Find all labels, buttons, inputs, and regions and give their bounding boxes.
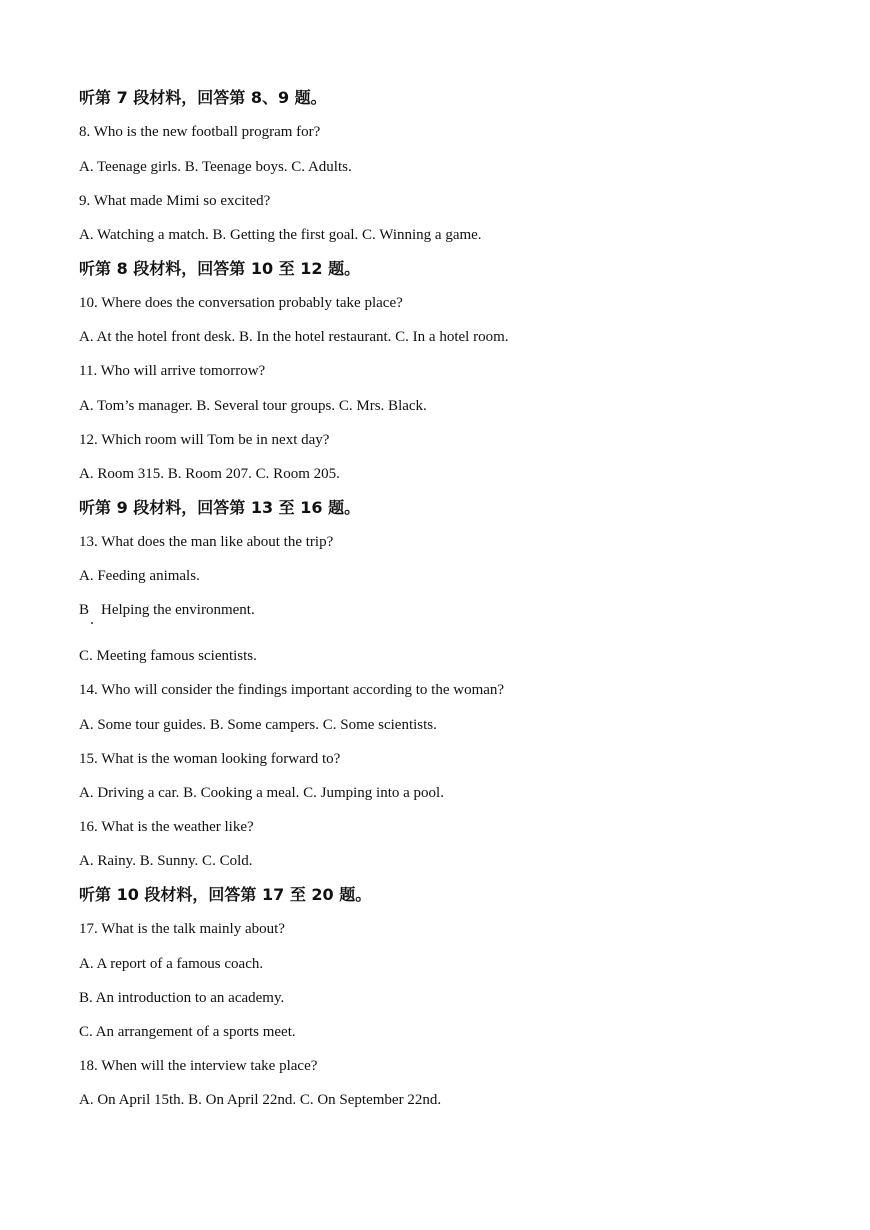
question-8: 8. Who is the new football program for?: [79, 124, 321, 140]
question-8-options: A. Teenage girls. B. Teenage boys. C. Adults.: [79, 159, 352, 175]
question-15-options: A. Driving a car. B. Cooking a meal. C. Jumping into a pool.: [79, 785, 444, 801]
question-13-option-a: A. Feeding animals.: [79, 568, 200, 584]
question-14: 14. Who will consider the findings important according to the woman?: [79, 682, 505, 698]
question-11: 11. Who will arrive tomorrow?: [79, 363, 266, 379]
question-13-option-b-letter: B: [79, 602, 90, 618]
question-18-options: A. On April 15th. B. On April 22nd. C. On September 22nd.: [79, 1092, 442, 1108]
question-9: 9. What made Mimi so excited?: [79, 193, 271, 209]
question-14-options: A. Some tour guides. B. Some campers. C. Some scientists.: [79, 717, 437, 733]
question-11-options: A. Tom’s manager. B. Several tour groups. C. Mrs. Black.: [79, 398, 427, 414]
section-heading-10: 听第 10 段材料，回答第 17 至 20 题。: [79, 885, 372, 904]
question-15: 15. What is the woman looking forward to?: [79, 751, 341, 767]
question-13-option-b-text: Helping the environment.: [101, 602, 255, 618]
question-12: 12. Which room will Tom be in next day?: [79, 432, 330, 448]
question-17-option-c: C. An arrangement of a sports meet.: [79, 1024, 296, 1040]
question-10-options: A. At the hotel front desk. B. In the hotel restaurant. C. In a hotel room.: [79, 329, 509, 345]
question-13: 13. What does the man like about the trip?: [79, 534, 334, 550]
question-16-options: A. Rainy. B. Sunny. C. Cold.: [79, 853, 253, 869]
section-heading-8: 听第 8 段材料，回答第 10 至 12 题。: [79, 259, 361, 278]
section-heading-7: 听第 7 段材料，回答第 8、9 题。: [79, 88, 327, 107]
question-17: 17. What is the talk mainly about?: [79, 921, 285, 937]
question-17-option-a: A. A report of a famous coach.: [79, 956, 264, 972]
option-b-period-mark: [91, 622, 93, 624]
question-16: 16. What is the weather like?: [79, 819, 254, 835]
question-18: 18. When will the interview take place?: [79, 1058, 318, 1074]
question-12-options: A. Room 315. B. Room 207. C. Room 205.: [79, 466, 340, 482]
question-17-option-b: B. An introduction to an academy.: [79, 990, 285, 1006]
question-10: 10. Where does the conversation probably take place?: [79, 295, 403, 311]
question-9-options: A. Watching a match. B. Getting the first goal. C. Winning a game.: [79, 227, 482, 243]
question-13-option-c: C. Meeting famous scientists.: [79, 648, 257, 664]
section-heading-9: 听第 9 段材料，回答第 13 至 16 题。: [79, 498, 361, 517]
